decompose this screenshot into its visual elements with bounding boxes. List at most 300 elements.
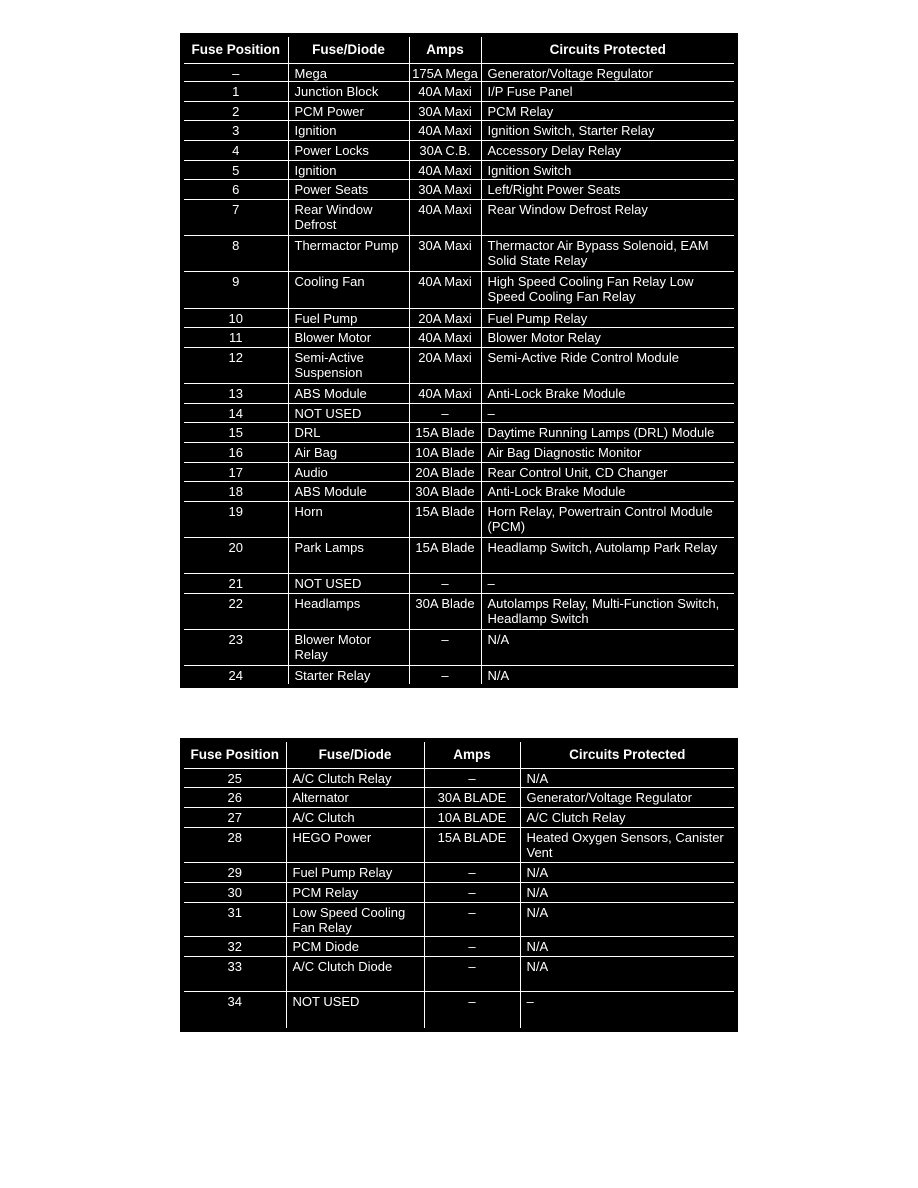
cell-circuits-protected [481,308,736,328]
cell-amps [409,180,481,200]
cell-fuse-diode-text: NOT USED [294,405,362,421]
table-row [182,308,736,328]
cell-amps [409,574,481,594]
cell-amps [409,347,481,383]
cell-circuits-protected-text: Anti-Lock Brake Module [487,385,626,401]
cell-amps [424,902,520,937]
table-row [182,101,736,121]
cell-circuits-protected-text: Generator/Voltage Regulator [487,65,653,81]
cell-circuits-protected [481,328,736,348]
cell-fuse-position-text: 17 [228,464,243,480]
table-row [182,862,736,882]
cell-circuits-protected-text: Headlamp Switch, Autolamp Park Relay [487,540,718,556]
cell-circuits-protected [481,199,736,235]
cell-circuits-protected-text: PCM Relay [487,103,554,119]
cell-amps-text: 20A Blade [415,464,475,480]
cell-fuse-diode-text: Fuel Pump [294,310,358,326]
header-fuse-position: Fuse Position [182,35,288,63]
cell-fuse-position-text: 31 [227,904,242,920]
cell-fuse-position [182,574,288,594]
table-row [182,768,736,788]
cell-circuits-protected [481,160,736,180]
cell-amps-text: – [468,993,476,1009]
cell-amps [409,308,481,328]
cell-fuse-diode-text: A/C Clutch Diode [292,959,393,975]
cell-circuits-protected [481,63,736,82]
cell-fuse-diode [288,630,409,666]
cell-fuse-diode [288,574,409,594]
table-row [182,902,736,937]
cell-fuse-diode [288,501,409,537]
cell-circuits-protected-text: N/A [526,959,549,975]
cell-circuits-protected [481,141,736,161]
cell-fuse-diode-text: Audio [294,464,328,480]
cell-amps [409,423,481,443]
table-header-row [182,35,736,63]
cell-fuse-diode-text: HEGO Power [292,830,372,846]
table-row [182,236,736,272]
cell-fuse-position-text: 34 [227,993,242,1009]
cell-amps [424,991,520,1030]
table-row [182,462,736,482]
cell-fuse-position [182,63,288,82]
cell-amps-text: 15A Blade [415,425,475,441]
cell-fuse-diode [286,808,424,828]
cell-fuse-diode [288,199,409,235]
cell-amps [424,882,520,902]
cell-amps-text: 15A Blade [415,503,475,519]
cell-amps [409,666,481,686]
cell-fuse-position-text: 23 [228,632,243,648]
cell-fuse-position [182,180,288,200]
cell-amps-text: 30A BLADE [437,790,507,806]
cell-amps [409,272,481,308]
cell-circuits-protected [481,462,736,482]
cell-fuse-diode [286,882,424,902]
cell-amps [424,828,520,863]
cell-circuits-protected-text: I/P Fuse Panel [487,84,573,100]
cell-amps-text: – [468,864,476,880]
cell-amps [409,160,481,180]
cell-fuse-position-text: 15 [228,425,243,441]
cell-fuse-diode-text: Mega [294,65,328,81]
cell-amps-text: 40A Maxi [418,123,472,139]
cell-fuse-position [182,538,288,574]
cell-circuits-protected [481,272,736,308]
cell-circuits-protected-text: Ignition Switch, Starter Relay [487,123,655,139]
cell-fuse-position-text: 1 [232,84,240,100]
cell-fuse-diode-text: Power Seats [294,182,369,198]
table-row [182,788,736,808]
cell-fuse-diode [288,141,409,161]
cell-amps [409,442,481,462]
cell-fuse-position [182,272,288,308]
cell-amps [424,768,520,788]
cell-fuse-position [182,501,288,537]
cell-fuse-position-text: 16 [228,444,243,460]
cell-fuse-diode [288,101,409,121]
cell-fuse-diode-text: ABS Module [294,484,367,500]
cell-circuits-protected-text: N/A [526,884,549,900]
cell-fuse-diode-text: Park Lamps [294,540,364,556]
cell-fuse-diode [286,991,424,1030]
cell-amps-text: 30A Maxi [418,103,472,119]
cell-fuse-diode [288,383,409,403]
cell-circuits-protected [481,593,736,629]
cell-circuits-protected [481,442,736,462]
table-row [182,347,736,383]
cell-fuse-diode [288,272,409,308]
header-amps: Amps [424,740,520,768]
table-row [182,808,736,828]
cell-circuits-protected [520,862,736,882]
cell-circuits-protected-text: Anti-Lock Brake Module [487,484,626,500]
cell-fuse-position-text: 29 [227,864,242,880]
cell-amps-text: – [468,884,476,900]
cell-fuse-diode-text: Blower Motor [294,330,372,346]
cell-fuse-position-text: 8 [232,238,240,254]
cell-fuse-diode-text: A/C Clutch Relay [292,770,392,786]
cell-fuse-diode-text: Horn [294,503,323,519]
cell-fuse-diode-text: Thermactor Pump [294,238,399,254]
table-row [182,538,736,574]
cell-fuse-position [182,666,288,686]
cell-fuse-diode-text: Low Speed Cooling Fan Relay [292,904,406,935]
cell-fuse-diode [288,666,409,686]
cell-fuse-diode-text: A/C Clutch [292,810,355,826]
table-row [182,423,736,443]
cell-fuse-diode-text: Fuel Pump Relay [292,864,393,880]
cell-amps-text: – [468,770,476,786]
table-row [182,180,736,200]
cell-fuse-position-text: 32 [227,939,242,955]
cell-circuits-protected [481,383,736,403]
cell-fuse-diode [286,788,424,808]
cell-fuse-diode-text: NOT USED [292,993,360,1009]
cell-amps-text: 15A BLADE [437,830,507,846]
cell-fuse-position [182,482,288,502]
header-fuse-diode: Fuse/Diode [288,35,409,63]
cell-circuits-protected [520,902,736,937]
cell-fuse-position [182,593,288,629]
table-row [182,482,736,502]
cell-fuse-diode-text: Rear Window Defrost [294,201,373,232]
cell-fuse-position [182,141,288,161]
table-row [182,141,736,161]
table-row [182,882,736,902]
cell-fuse-position [182,82,288,102]
cell-fuse-position-text: – [232,65,240,81]
cell-fuse-position-text: 4 [232,143,240,159]
cell-circuits-protected [481,666,736,686]
cell-fuse-position-text: 9 [232,274,240,290]
cell-fuse-diode [286,828,424,863]
cell-fuse-diode-text: Ignition [294,162,337,178]
cell-circuits-protected-text: – [487,405,495,421]
cell-fuse-position-text: 22 [228,595,243,611]
header-amps: Amps [409,35,481,63]
cell-circuits-protected-text: – [526,993,534,1009]
cell-circuits-protected [481,482,736,502]
cell-fuse-position-text: 11 [229,330,243,346]
cell-amps [409,82,481,102]
cell-fuse-diode [288,121,409,141]
cell-amps [409,63,481,82]
cell-fuse-position [182,808,286,828]
cell-fuse-position [182,160,288,180]
cell-fuse-position [182,937,286,957]
cell-amps [409,630,481,666]
table-row [182,403,736,423]
cell-fuse-diode-text: Ignition [294,123,337,139]
cell-fuse-position-text: 3 [232,123,240,139]
cell-fuse-diode [288,593,409,629]
cell-fuse-diode [288,160,409,180]
cell-fuse-position-text: 5 [232,162,240,178]
cell-amps [409,538,481,574]
cell-fuse-diode-text: Power Locks [294,143,369,159]
cell-circuits-protected-text: Thermactor Air Bypass Solenoid, EAM Solid State Relay [487,238,709,269]
cell-fuse-diode [288,236,409,272]
cell-amps-text: 40A Maxi [418,330,472,346]
cell-circuits-protected [520,768,736,788]
cell-fuse-position-text: 6 [232,182,240,198]
table-row [182,272,736,308]
table-row [182,328,736,348]
cell-fuse-diode-text: PCM Power [294,103,364,119]
header-circuits-protected: Circuits Protected [481,35,736,63]
cell-circuits-protected [481,82,736,102]
cell-amps [409,121,481,141]
fuse-table-1 [180,33,738,688]
cell-amps-text: – [441,632,449,648]
cell-fuse-diode-text: Headlamps [294,595,361,611]
cell-fuse-diode [288,308,409,328]
cell-fuse-diode [288,442,409,462]
cell-circuits-protected-text: N/A [526,939,549,955]
cell-fuse-position [182,828,286,863]
cell-circuits-protected-text: N/A [526,904,549,920]
cell-amps [409,199,481,235]
cell-amps [409,462,481,482]
cell-fuse-position-text: 21 [228,576,243,592]
cell-circuits-protected-text: Generator/Voltage Regulator [526,790,692,806]
cell-circuits-protected-text: Rear Control Unit, CD Changer [487,464,668,480]
cell-fuse-position [182,423,288,443]
cell-fuse-diode-text: PCM Diode [292,939,359,955]
cell-amps [409,482,481,502]
cell-amps [409,236,481,272]
table-header-row [182,740,736,768]
cell-circuits-protected-text: Ignition Switch [487,162,572,178]
cell-fuse-position [182,462,288,482]
cell-fuse-position-text: 28 [227,830,242,846]
cell-amps [409,593,481,629]
cell-fuse-position [182,347,288,383]
cell-fuse-position [182,862,286,882]
cell-amps-text: 20A Maxi [418,310,472,326]
cell-fuse-position-text: 33 [227,959,242,975]
cell-fuse-diode-text: Air Bag [294,444,338,460]
table-row [182,82,736,102]
cell-amps-text: 40A Maxi [418,385,472,401]
cell-fuse-diode [288,82,409,102]
cell-amps-text: – [468,959,476,975]
cell-amps-text: – [441,576,449,592]
cell-fuse-diode [288,63,409,82]
cell-fuse-position [182,403,288,423]
cell-fuse-position [182,788,286,808]
cell-amps-text: 10A Blade [415,444,475,460]
cell-fuse-position [182,308,288,328]
cell-circuits-protected [520,957,736,992]
table-row [182,199,736,235]
cell-fuse-diode-text: DRL [294,425,321,441]
cell-fuse-position [182,199,288,235]
cell-circuits-protected [520,991,736,1030]
cell-fuse-position-text: 24 [228,668,243,684]
cell-amps [424,788,520,808]
cell-fuse-position-text: 14 [228,405,243,421]
cell-amps [409,328,481,348]
cell-fuse-position [182,957,286,992]
cell-circuits-protected [520,828,736,863]
cell-amps-text: 40A Maxi [418,274,472,290]
cell-amps-text: – [468,939,476,955]
table-row [182,442,736,462]
cell-amps-text: 15A Blade [415,540,475,556]
cell-fuse-position [182,236,288,272]
cell-circuits-protected-text: High Speed Cooling Fan Relay Low Speed Cooling Fan Relay [487,274,694,305]
cell-fuse-position [182,442,288,462]
cell-circuits-protected-text: Accessory Delay Relay [487,143,622,159]
cell-fuse-diode-text: Junction Block [294,84,379,100]
cell-fuse-position [182,383,288,403]
cell-circuits-protected [481,236,736,272]
cell-circuits-protected [481,121,736,141]
table-row [182,630,736,666]
cell-amps-text: – [468,904,476,920]
cell-circuits-protected-text: Autolamps Relay, Multi-Function Switch, Headlamp Switch [487,595,720,626]
cell-fuse-diode-text: Starter Relay [294,668,371,684]
cell-fuse-position [182,991,286,1030]
table-row [182,666,736,686]
cell-circuits-protected-text: Blower Motor Relay [487,330,601,346]
table-row [182,574,736,594]
cell-amps-text: 40A Maxi [418,201,472,217]
cell-amps-text: – [441,405,449,421]
cell-amps-text: 30A Blade [415,484,475,500]
cell-circuits-protected-text: Rear Window Defrost Relay [487,201,648,217]
cell-fuse-position [182,768,286,788]
cell-fuse-position-text: 18 [228,484,243,500]
header-fuse-diode: Fuse/Diode [286,740,424,768]
cell-circuits-protected [481,423,736,443]
table-row [182,383,736,403]
cell-circuits-protected [481,538,736,574]
cell-circuits-protected-text: Fuel Pump Relay [487,310,588,326]
table-row [182,501,736,537]
cell-fuse-diode-text: Alternator [292,790,349,806]
cell-amps [424,808,520,828]
cell-fuse-position-text: 30 [227,884,242,900]
cell-circuits-protected [481,501,736,537]
cell-fuse-diode [286,937,424,957]
cell-circuits-protected-text: Horn Relay, Powertrain Control Module (PCM) [487,503,713,534]
table-row [182,957,736,992]
cell-fuse-diode [288,462,409,482]
cell-circuits-protected-text: N/A [487,632,510,648]
cell-fuse-position [182,902,286,937]
cell-fuse-position-text: 2 [232,103,240,119]
cell-amps-text: 20A Maxi [418,349,472,365]
cell-fuse-position [182,121,288,141]
table-row [182,63,736,82]
cell-fuse-diode-text: Semi-Active Suspension [294,349,364,380]
cell-fuse-diode [288,482,409,502]
cell-amps-text: – [441,668,449,684]
cell-circuits-protected [520,808,736,828]
cell-circuits-protected-text: – [487,576,495,592]
fuse-table-2 [180,738,738,1032]
cell-amps-text: 30A C.B. [419,143,471,159]
header-fuse-position: Fuse Position [182,740,286,768]
cell-fuse-diode-text: ABS Module [294,385,367,401]
cell-fuse-position [182,101,288,121]
cell-fuse-position [182,882,286,902]
cell-amps-text: 40A Maxi [418,84,472,100]
cell-fuse-position-text: 25 [227,770,242,786]
cell-amps-text: 175A Mega [412,65,478,81]
cell-amps [409,403,481,423]
cell-circuits-protected [481,574,736,594]
cell-fuse-position-text: 27 [227,810,242,826]
cell-circuits-protected [481,403,736,423]
cell-circuits-protected [520,937,736,957]
table-row [182,121,736,141]
cell-circuits-protected-text: Semi-Active Ride Control Module [487,349,679,365]
cell-fuse-position-text: 20 [228,540,243,556]
cell-circuits-protected [520,882,736,902]
cell-fuse-diode [286,902,424,937]
cell-circuits-protected [481,630,736,666]
cell-fuse-diode [288,403,409,423]
cell-circuits-protected-text: A/C Clutch Relay [526,810,626,826]
cell-circuits-protected [481,101,736,121]
cell-amps [409,501,481,537]
cell-circuits-protected [481,347,736,383]
cell-fuse-diode [286,862,424,882]
cell-fuse-diode-text: Blower Motor Relay [294,632,372,663]
table-row [182,593,736,629]
cell-fuse-position-text: 13 [228,385,243,401]
table-row [182,991,736,1030]
cell-fuse-diode [288,347,409,383]
cell-fuse-diode-text: PCM Relay [292,884,359,900]
cell-amps-text: 40A Maxi [418,162,472,178]
cell-fuse-position-text: 7 [232,201,240,217]
cell-fuse-diode-text: Cooling Fan [294,274,365,290]
cell-amps [409,383,481,403]
cell-fuse-position [182,630,288,666]
cell-fuse-position [182,328,288,348]
cell-fuse-diode [288,328,409,348]
cell-fuse-position-text: 26 [227,790,242,806]
cell-amps [409,141,481,161]
cell-fuse-diode [286,957,424,992]
cell-circuits-protected-text: N/A [487,668,510,684]
cell-amps-text: 30A Blade [415,595,475,611]
